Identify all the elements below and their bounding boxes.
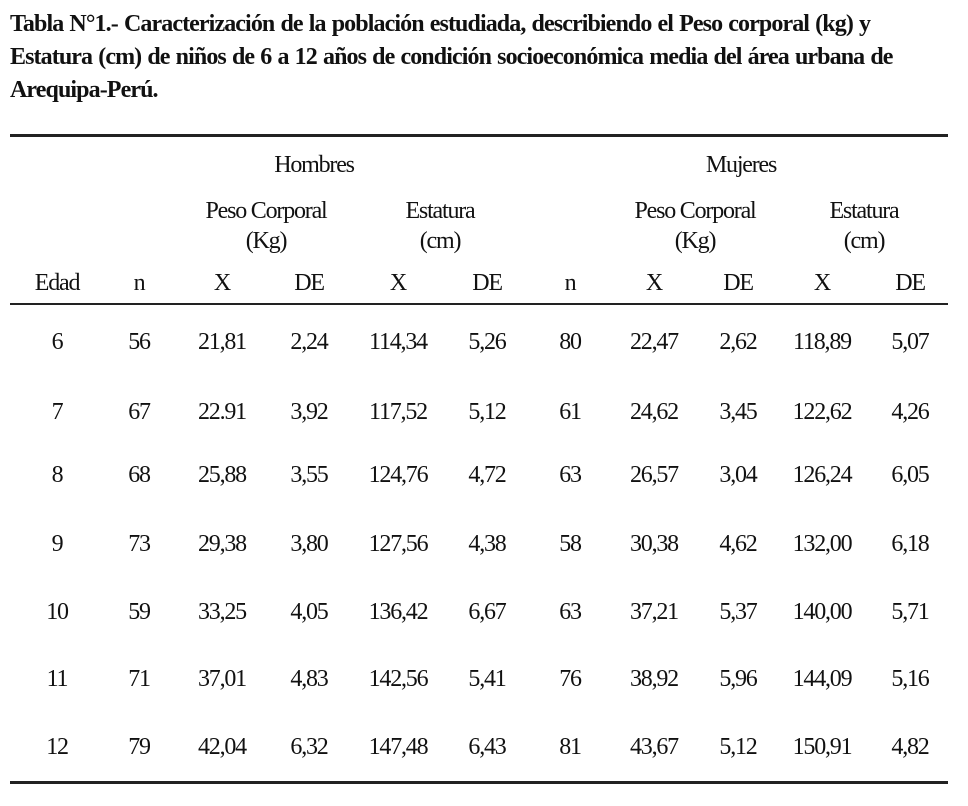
cell-peso-de-mujeres: 3,45 [719, 399, 757, 425]
column-header-n-mujeres: n [564, 270, 576, 296]
subheader-estatura-hombres-line1: Estatura [405, 198, 475, 224]
group-header-hombres: Hombres [274, 152, 354, 178]
cell-peso-x-hombres: 37,01 [197, 666, 246, 692]
column-header-peso-de-mujeres: DE [723, 270, 753, 296]
cell-estatura-x-mujeres: 132,00 [792, 531, 852, 557]
column-header-estatura-de-mujeres: DE [895, 270, 925, 296]
cell-estatura-x-mujeres: 122,62 [792, 399, 852, 425]
subheader-peso-mujeres-line1: Peso Corporal [634, 198, 756, 224]
cell-n-hombres: 59 [128, 599, 150, 625]
cell-peso-de-mujeres: 5,12 [719, 734, 757, 760]
column-header-estatura-x-mujeres: X [813, 270, 831, 296]
subheader-peso-hombres-line1: Peso Corporal [205, 198, 327, 224]
cell-estatura-de-mujeres: 5,16 [891, 666, 929, 692]
cell-estatura-x-mujeres: 150,91 [792, 734, 852, 760]
bottom-rule [10, 781, 948, 784]
column-header-n-hombres: n [133, 270, 145, 296]
cell-estatura-x-hombres: 127,56 [368, 531, 428, 557]
cell-n-hombres: 73 [128, 531, 150, 557]
cell-estatura-de-hombres: 5,41 [468, 666, 506, 692]
cell-n-mujeres: 63 [559, 599, 581, 625]
table-row [0, 327, 968, 357]
cell-estatura-x-hombres: 147,48 [368, 734, 428, 760]
subheader-peso-hombres-line2: (Kg) [245, 228, 287, 254]
cell-peso-x-hombres: 42,04 [197, 734, 246, 760]
cell-n-mujeres: 81 [559, 734, 581, 760]
cell-estatura-x-hombres: 136,42 [368, 599, 428, 625]
cell-estatura-x-hombres: 142,56 [368, 666, 428, 692]
cell-peso-x-mujeres: 24,62 [629, 399, 678, 425]
cell-edad: 8 [51, 462, 63, 488]
cell-estatura-de-mujeres: 5,71 [891, 599, 929, 625]
cell-estatura-de-hombres: 5,26 [468, 329, 506, 355]
cell-edad: 10 [46, 599, 68, 625]
cell-peso-de-hombres: 3,55 [290, 462, 328, 488]
cell-peso-x-hombres: 33,25 [197, 599, 246, 625]
cell-estatura-x-mujeres: 118,89 [793, 329, 851, 355]
table-row [0, 664, 968, 694]
cell-n-mujeres: 76 [559, 666, 581, 692]
cell-estatura-de-mujeres: 4,26 [891, 399, 929, 425]
table-row [0, 529, 968, 559]
cell-peso-de-hombres: 2,24 [290, 329, 328, 355]
cell-edad: 11 [46, 666, 68, 692]
cell-peso-x-mujeres: 38,92 [629, 666, 678, 692]
cell-peso-x-mujeres: 37,21 [629, 599, 678, 625]
cell-n-mujeres: 63 [559, 462, 581, 488]
cell-peso-x-mujeres: 43,67 [629, 734, 678, 760]
top-rule [10, 134, 948, 137]
cell-estatura-x-mujeres: 140,00 [792, 599, 852, 625]
cell-peso-de-hombres: 6,32 [290, 734, 328, 760]
cell-edad: 6 [51, 329, 63, 355]
cell-peso-de-mujeres: 3,04 [719, 462, 757, 488]
cell-estatura-de-hombres: 6,43 [468, 734, 506, 760]
cell-estatura-x-mujeres: 126,24 [792, 462, 852, 488]
table-row [0, 597, 968, 627]
cell-edad: 9 [51, 531, 63, 557]
cell-estatura-de-mujeres: 6,05 [891, 462, 929, 488]
cell-estatura-x-hombres: 117,52 [369, 399, 427, 425]
cell-estatura-de-mujeres: 5,07 [891, 329, 929, 355]
cell-n-hombres: 71 [128, 666, 150, 692]
cell-estatura-de-hombres: 5,12 [468, 399, 506, 425]
column-header-peso-x-mujeres: X [645, 270, 663, 296]
cell-peso-de-mujeres: 2,62 [719, 329, 757, 355]
cell-peso-x-hombres: 22.91 [197, 399, 246, 425]
subheader-estatura-mujeres-line2: (cm) [843, 228, 885, 254]
header-rule [10, 303, 948, 305]
cell-n-hombres: 67 [128, 399, 150, 425]
cell-n-mujeres: 58 [559, 531, 581, 557]
cell-estatura-de-mujeres: 4,82 [891, 734, 929, 760]
cell-n-hombres: 68 [128, 462, 150, 488]
cell-peso-de-mujeres: 5,96 [719, 666, 757, 692]
cell-estatura-de-mujeres: 6,18 [891, 531, 929, 557]
cell-n-mujeres: 80 [559, 329, 581, 355]
group-header-mujeres: Mujeres [705, 152, 777, 178]
subheader-estatura-mujeres-line1: Estatura [829, 198, 899, 224]
cell-estatura-de-hombres: 4,38 [468, 531, 506, 557]
table-row [0, 460, 968, 490]
cell-n-hombres: 79 [128, 734, 150, 760]
cell-n-hombres: 56 [128, 329, 150, 355]
column-header-estatura-de-hombres: DE [472, 270, 502, 296]
cell-estatura-x-hombres: 114,34 [369, 329, 427, 355]
cell-peso-x-mujeres: 30,38 [629, 531, 678, 557]
cell-edad: 7 [51, 399, 63, 425]
cell-peso-de-hombres: 4,05 [290, 599, 328, 625]
column-header-estatura-x-hombres: X [389, 270, 407, 296]
cell-estatura-de-hombres: 4,72 [468, 462, 506, 488]
subheader-peso-mujeres-line2: (Kg) [674, 228, 716, 254]
cell-peso-de-mujeres: 5,37 [719, 599, 757, 625]
cell-peso-de-hombres: 3,80 [290, 531, 328, 557]
cell-estatura-x-hombres: 124,76 [368, 462, 428, 488]
cell-peso-x-hombres: 21,81 [197, 329, 246, 355]
table-row [0, 732, 968, 762]
cell-peso-de-hombres: 3,92 [290, 399, 328, 425]
column-header-edad: Edad [34, 270, 80, 296]
cell-estatura-x-mujeres: 144,09 [792, 666, 852, 692]
cell-estatura-de-hombres: 6,67 [468, 599, 506, 625]
table-row [0, 397, 968, 427]
cell-n-mujeres: 61 [559, 399, 581, 425]
cell-peso-de-mujeres: 4,62 [719, 531, 757, 557]
cell-peso-x-mujeres: 22,47 [629, 329, 678, 355]
cell-edad: 12 [46, 734, 68, 760]
table-title: Tabla N°1.- Caracterización de la población estudiada, describiendo el Peso corporal (kg) y Estatura (cm) de niños de 6 a 12 años de condición socioeconómica media del área urbana de Arequipa-Perú. [10, 11, 893, 103]
cell-peso-x-mujeres: 26,57 [629, 462, 678, 488]
column-header-peso-x-hombres: X [213, 270, 231, 296]
cell-peso-x-hombres: 25,88 [197, 462, 246, 488]
subheader-estatura-hombres-line2: (cm) [419, 228, 461, 254]
column-header-peso-de-hombres: DE [294, 270, 324, 296]
cell-peso-x-hombres: 29,38 [197, 531, 246, 557]
cell-peso-de-hombres: 4,83 [290, 666, 328, 692]
